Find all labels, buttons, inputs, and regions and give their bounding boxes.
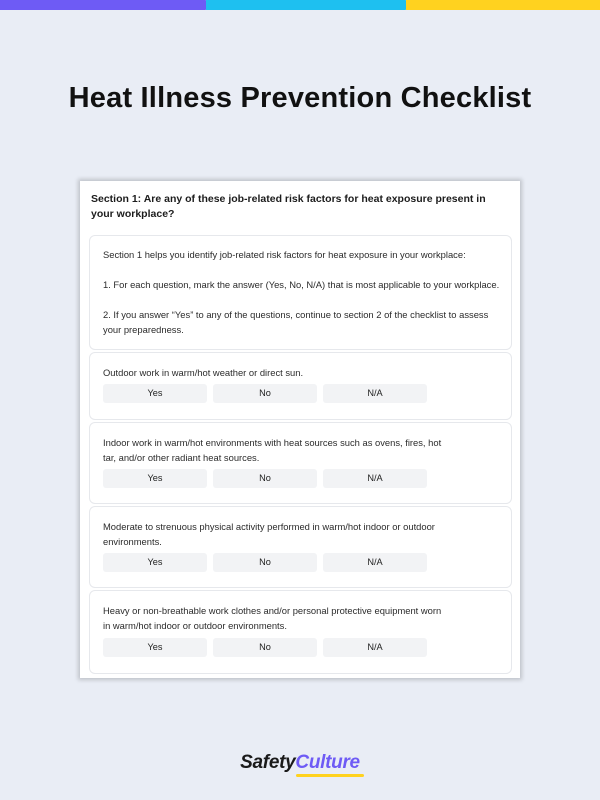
answer-options — [103, 553, 427, 572]
question-card — [89, 506, 512, 588]
question-text: Outdoor work in warm/hot weather or direct sun. — [103, 367, 304, 378]
intro-step-2: 2. If you answer “Yes” to any of the questions, continue to section 2 of the checklist to assess your preparedness. — [103, 309, 489, 335]
question-text: Indoor work in warm/hot environments with heat sources such as ovens, fires, hot tar, and/or other radiant heat sources. — [103, 437, 442, 463]
question-card — [89, 422, 512, 504]
answer-options — [103, 469, 427, 488]
page-title: Heat Illness Prevention Checklist — [68, 82, 532, 114]
intro-step-1: 1. For each question, mark the answer (Yes, No, N/A) that is most applicable to your workplace. — [103, 279, 500, 290]
no-button[interactable]: No — [213, 638, 317, 657]
section-heading: Section 1: Are any of these job-related risk factors for heat exposure present in your workplace? — [91, 193, 486, 220]
logo-text-safety: Safety — [240, 752, 296, 773]
yes-button[interactable]: Yes — [103, 469, 207, 488]
na-button[interactable]: N/A — [323, 469, 427, 488]
intro-paragraph: Section 1 helps you identify job-related risk factors for heat exposure in your workplace: — [103, 249, 466, 260]
no-button[interactable]: No — [213, 384, 317, 403]
question-card — [89, 590, 512, 674]
question-text: Heavy or non-breathable work clothes and/or personal protective equipment worn in warm/hot indoor or outdoor environments. — [103, 605, 442, 631]
checklist-card — [80, 181, 520, 678]
question-card — [89, 352, 512, 420]
na-button[interactable]: N/A — [323, 638, 427, 657]
question-text: Moderate to strenuous physical activity performed in warm/hot indoor or outdoor environments. — [103, 521, 435, 547]
na-button[interactable]: N/A — [323, 553, 427, 572]
logo-underline — [296, 774, 364, 777]
yes-button[interactable]: Yes — [103, 553, 207, 572]
no-button[interactable]: No — [213, 469, 317, 488]
answer-options — [103, 638, 427, 657]
top-color-bar — [0, 0, 600, 10]
section-intro-box — [89, 235, 512, 350]
color-bar-cyan — [206, 0, 410, 10]
logo-text-culture: Culture — [295, 752, 360, 773]
yes-button[interactable]: Yes — [103, 384, 207, 403]
no-button[interactable]: No — [213, 553, 317, 572]
safetyculture-logo — [0, 752, 600, 774]
color-bar-yellow — [406, 0, 600, 10]
na-button[interactable]: N/A — [323, 384, 427, 403]
color-bar-purple — [0, 0, 210, 10]
yes-button[interactable]: Yes — [103, 638, 207, 657]
answer-options — [103, 384, 427, 403]
